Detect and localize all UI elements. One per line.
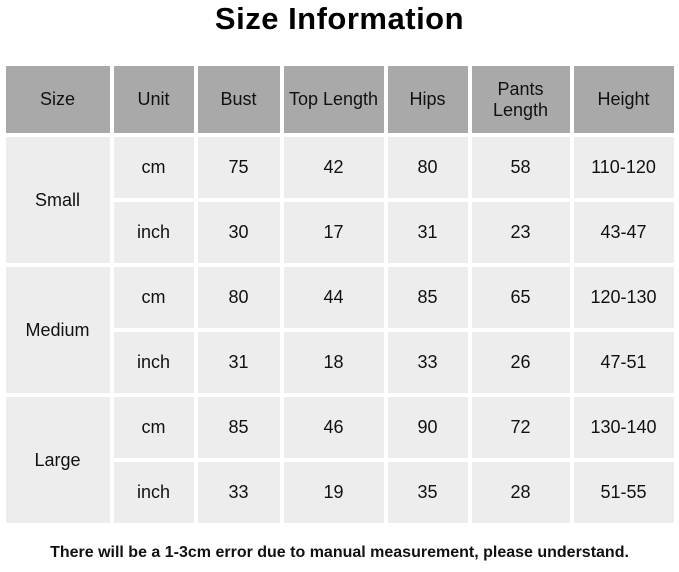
unit-label: cm [114, 397, 194, 458]
unit-label: inch [114, 202, 194, 263]
measurement-value: 130-140 [574, 397, 674, 458]
header-row [6, 66, 674, 133]
unit-label: cm [114, 267, 194, 328]
table-row-small-cm [6, 137, 674, 198]
measurement-value: 51-55 [574, 462, 674, 523]
col-header-bust: Bust [198, 66, 280, 133]
measurement-value: 85 [388, 267, 468, 328]
col-header-height: Height [574, 66, 674, 133]
col-header-size: Size [6, 66, 110, 133]
col-header-hips: Hips [388, 66, 468, 133]
measurement-value: 47-51 [574, 332, 674, 393]
measurement-value: 33 [388, 332, 468, 393]
measurement-value: 35 [388, 462, 468, 523]
measurement-note: There will be a 1-3cm error due to manual measurement, please understand. [50, 544, 629, 561]
measurement-value: 26 [472, 332, 570, 393]
measurement-value: 17 [284, 202, 384, 263]
measurement-value: 75 [198, 137, 280, 198]
size-group-label-medium: Medium [6, 267, 110, 393]
measurement-value: 33 [198, 462, 280, 523]
table-row-medium-cm [6, 267, 674, 328]
measurement-value: 31 [388, 202, 468, 263]
measurement-value: 44 [284, 267, 384, 328]
measurement-value: 65 [472, 267, 570, 328]
col-header-top-length: Top Length [284, 66, 384, 133]
measurement-value: 18 [284, 332, 384, 393]
measurement-value: 80 [198, 267, 280, 328]
size-group-label-large: Large [6, 397, 110, 523]
measurement-value: 30 [198, 202, 280, 263]
col-header-unit: Unit [114, 66, 194, 133]
measurement-value: 58 [472, 137, 570, 198]
page-title: Size Information [214, 1, 465, 36]
measurement-value: 46 [284, 397, 384, 458]
measurement-value: 31 [198, 332, 280, 393]
measurement-value: 42 [284, 137, 384, 198]
measurement-value: 85 [198, 397, 280, 458]
measurement-value: 28 [472, 462, 570, 523]
size-group-label-small: Small [6, 137, 110, 263]
measurement-value: 80 [388, 137, 468, 198]
measurement-value: 19 [284, 462, 384, 523]
measurement-value: 90 [388, 397, 468, 458]
unit-label: inch [114, 332, 194, 393]
unit-label: inch [114, 462, 194, 523]
unit-label: cm [114, 137, 194, 198]
measurement-value: 72 [472, 397, 570, 458]
measurement-value: 120-130 [574, 267, 674, 328]
table-row-large-cm [6, 397, 674, 458]
size-information-table [2, 62, 678, 527]
measurement-value: 23 [472, 202, 570, 263]
measurement-value: 110-120 [574, 137, 674, 198]
measurement-value: 43-47 [574, 202, 674, 263]
col-header-pants-length: Pants Length [472, 66, 570, 133]
